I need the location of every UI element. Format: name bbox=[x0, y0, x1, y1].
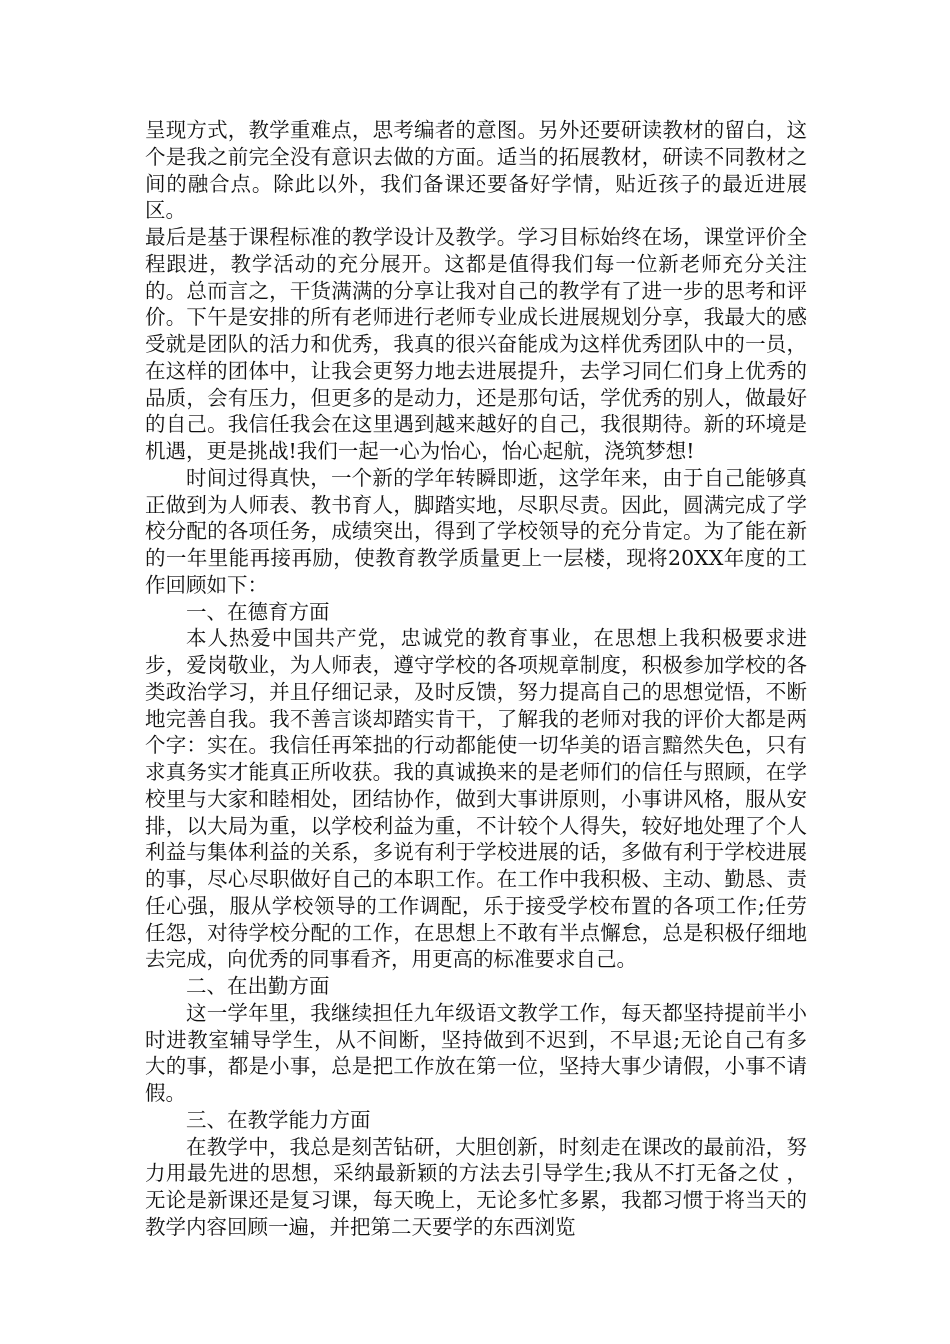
paragraph-curriculum-study: 呈现方式，教学重难点，思考编者的意图。另外还要研读教材的留白，这个是我之前完全没有意识去做的方面。适当的拓展教材，研读不同教材之间的融合点。除此以外，我们备课还要备好学情，贴近孩子的最近进展区。 bbox=[145, 118, 807, 223]
paragraph-teaching-ability: 在教学中，我总是刻苦钻研，大胆创新，时刻走在课改的最前沿，努力用最先进的思想，采纳最新颖的方法去引导学生;我从不打无备之仗 ，无论是新课还是复习课，每天晚上，无论多忙多累，我都习惯于将当天的教学内容回顾一遍，并把第二天要学的东西浏览 bbox=[145, 1134, 807, 1239]
section-heading-attendance: 二、在出勤方面 bbox=[186, 974, 330, 998]
section-heading-teaching-ability: 三、在教学能力方面 bbox=[186, 1107, 371, 1132]
paragraph-attendance: 这一学年里，我继续担任九年级语文教学工作，每天都坚持提前半小时进教室辅导学生，从不间断，坚持做到不迟到，不早退;无论自己有多大的事，都是小事，总是把工作放在第一位，坚持大事少请假，小事不请假。 bbox=[145, 1000, 807, 1105]
paragraph-teaching-design: 最后是基于课程标准的教学设计及教学。学习目标始终在场，课堂评价全程跟进，教学活动的充分展开。这都是值得我们每一位新老师充分关注的。总而言之，干货满满的分享让我对自己的教学有了进一步的思考和评价。下午是安排的所有老师进行老师专业成长进展规划分享，我最大的感受就是团队的活力和优秀，我真的很兴奋能成为这样优秀团队中的一员，在这样的团体中，让我会更努力地去进展提升，去学习同仁们身上优秀的品质，会有压力，但更多的是动力，还是那句话，学优秀的别人，做最好的自己。我信任我会在这里遇到越来越好的自己，我很期待。新的环境是机遇，更是挑战!我们一起一心为怡心，怡心起航，浇筑梦想! bbox=[145, 225, 807, 463]
paragraph-moral: 本人热爱中国共产党，忠诚党的教育事业，在思想上我积极要求进步，爱岗敬业，为人师表，遵守学校的各项规章制度，积极参加学校的各类政治学习，并且仔细记录，及时反馈，努力提高自己的思想觉悟，不断地完善自我。我不善言谈却踏实肯干，了解我的老师对我的评价大都是两个字：实在。我信任再笨拙的行动都能使一切华美的语言黯然失色，只有求真务实才能真正所收获。我的真诚换来的是老师们的信任与照顾，在学校里与大家和睦相处，团结协作，做到大事讲原则，小事讲风格，服从安排，以大局为重，以学校利益为重，不计较个人得失，较好地处理了个人利益与集体利益的关系，多说有利于学校进展的话，多做有利于学校进展的事，尽心尽职做好自己的本职工作。在工作中我积极、主动、勤恳、责任心强，服从学校领导的工作调配，乐于接受学校布置的各项工作;任劳任怨，对待学校分配的工作，在思想上不敢有半点懈怠，总是积极仔细地去完成，向优秀的同事看齐，用更高的标准要求自己。 bbox=[145, 626, 807, 972]
paragraph-year-review-intro: 时间过得真快，一个新的学年转瞬即逝，这学年来，由于自己能够真正做到为人师表、教书育人，脚踏实地，尽职尽责。因此，圆满完成了学校分配的各项任务，成绩突出，得到了学校领导的充分肯定。为了能在新的一年里能再接再励，使教育教学质量更上一层楼，现将20XX年度的工作回顾如下： bbox=[145, 465, 807, 597]
document-body bbox=[145, 117, 807, 1241]
section-heading-moral: 一、在德育方面 bbox=[186, 599, 330, 624]
